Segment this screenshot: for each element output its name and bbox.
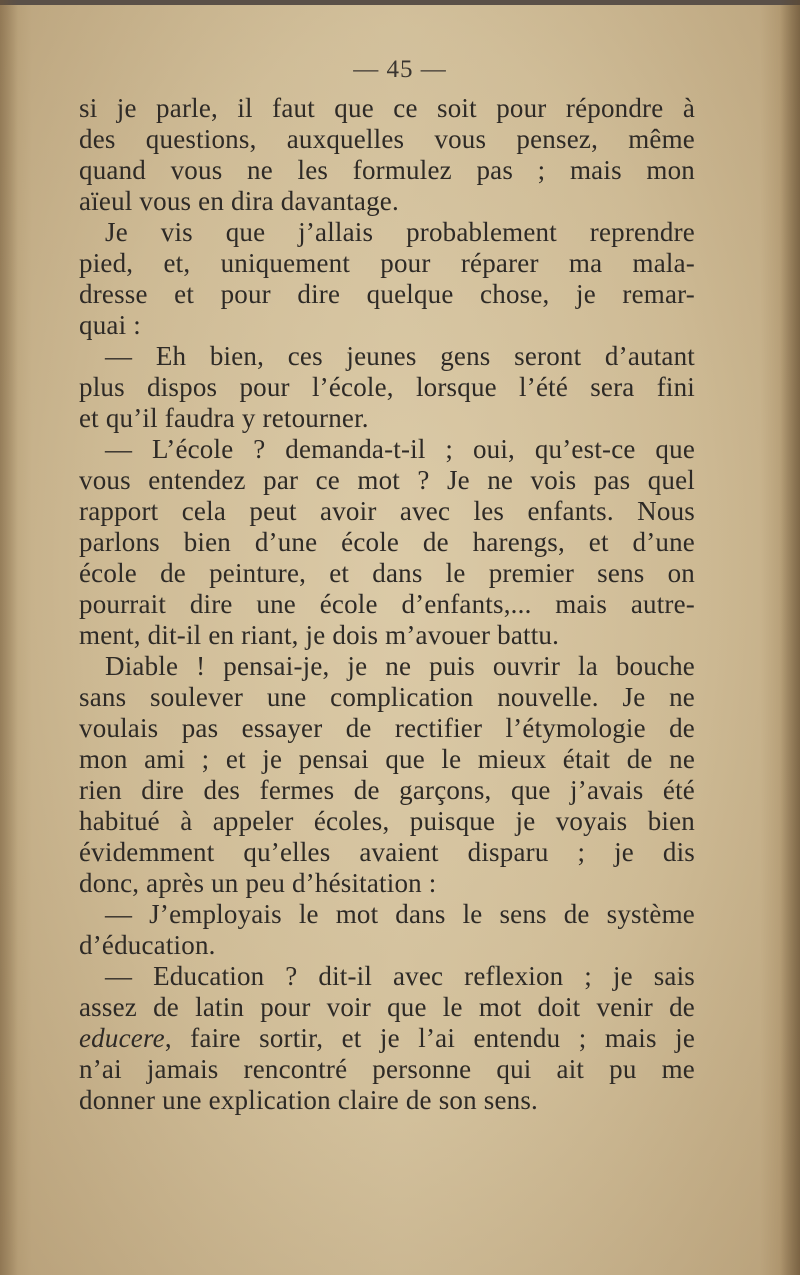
text-line: plus dispos pour l’école, lorsque l’été sera fini <box>79 372 695 402</box>
text-line: d’éducation. <box>79 930 216 960</box>
text-line: voulais pas essayer de rectifier l’étymologie de <box>79 713 695 743</box>
text-line: donc, après un peu d’hésitation : <box>79 868 437 898</box>
italic-word: educere <box>79 1023 165 1053</box>
text-line: n’ai jamais rencontré personne qui ait pu me <box>79 1054 695 1084</box>
text-line: quai : <box>79 310 141 340</box>
text-line: si je parle, il faut que ce soit pour répondre à <box>79 93 695 123</box>
text-line: ment, dit-il en riant, je dois m’avouer battu. <box>79 620 560 650</box>
page-number: — 45 — <box>353 56 447 83</box>
text-line-rest: , faire sortir, et je l’ai entendu ; mais je <box>164 1023 695 1053</box>
scan-top-border <box>0 0 800 5</box>
text-line: et qu’il faudra y retourner. <box>79 403 369 433</box>
page-edge-shadow-right <box>780 0 800 1275</box>
text-line: dresse et pour dire quelque chose, je remar- <box>79 279 695 309</box>
text-line: — Education ? dit-il avec reflexion ; je sais <box>105 961 695 991</box>
text-line: assez de latin pour voir que le mot doit venir de <box>79 992 695 1022</box>
text-line: pourrait dire une école d’enfants,... mais autre- <box>79 589 695 619</box>
text-line: donner une explication claire de son sens. <box>79 1085 539 1115</box>
text-line: sans soulever une complication nouvelle. Je ne <box>79 682 695 712</box>
text-line: — L’école ? demanda-t-il ; oui, qu’est-ce que <box>105 434 695 464</box>
text-line: aïeul vous en dira davantage. <box>79 186 399 216</box>
text-line: rien dire des fermes de garçons, que j’avais été <box>79 775 695 805</box>
text-line: Diable ! pensai-je, je ne puis ouvrir la bouche <box>105 651 695 681</box>
text-line <box>79 1023 695 1054</box>
text-line: évidemment qu’elles avaient disparu ; je dis <box>79 837 695 867</box>
text-line: école de peinture, et dans le premier sens on <box>79 558 695 588</box>
text-line: pied, et, uniquement pour réparer ma mala- <box>79 248 695 278</box>
text-line: Je vis que j’allais probablement reprendre <box>105 217 695 247</box>
body-text <box>79 93 695 1116</box>
text-line: des questions, auxquelles vous pensez, même <box>79 124 695 154</box>
text-line: vous entendez par ce mot ? Je ne vois pas quel <box>79 465 695 495</box>
text-line: rapport cela peut avoir avec les enfants. Nous <box>79 496 695 526</box>
text-line: mon ami ; et je pensai que le mieux était de ne <box>79 744 695 774</box>
text-line: quand vous ne les formulez pas ; mais mon <box>79 155 695 185</box>
text-line: habitué à appeler écoles, puisque je voyais bien <box>79 806 695 836</box>
text-line: — Eh bien, ces jeunes gens seront d’autant <box>105 341 695 371</box>
text-line: parlons bien d’une école de harengs, et d’une <box>79 527 695 557</box>
page-edge-shadow-left <box>0 0 18 1275</box>
text-line: — J’employais le mot dans le sens de système <box>105 899 695 929</box>
